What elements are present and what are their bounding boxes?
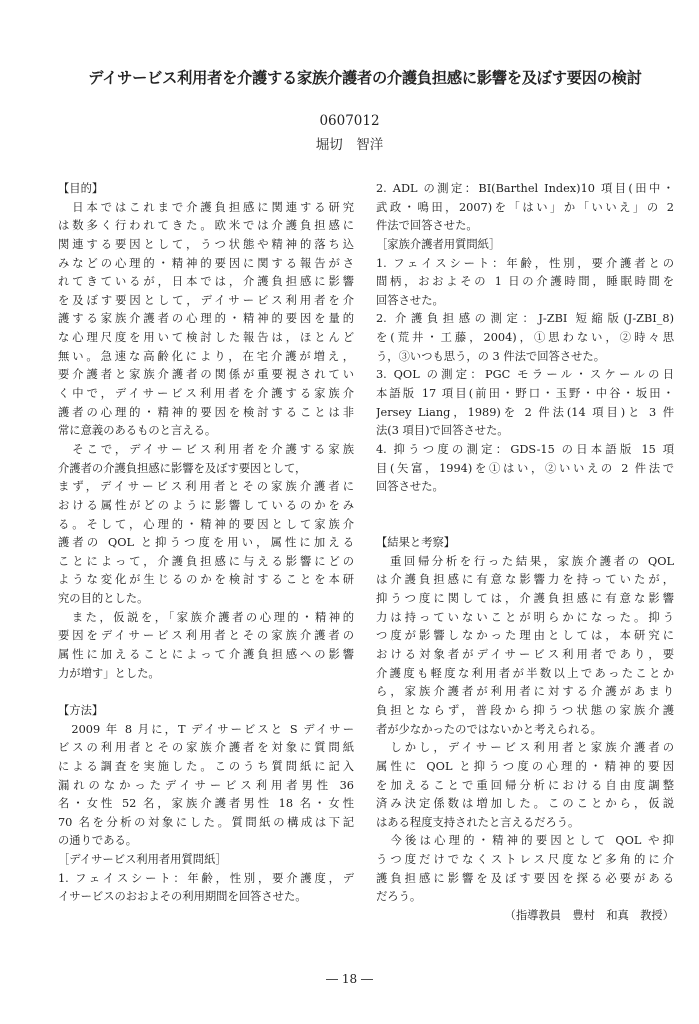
text-line: 済み決定係数は増加した。このことから，仮説 [376,797,674,811]
text-line: は数多く行われてきた。欧米では介護負担感に [58,219,354,233]
text-line: 本語版 17 項目(前田・野口・玉野・中谷・坂田・ [376,387,674,401]
text-line: 力は持っていないことが明らかになった。抑う [376,610,674,624]
text-line: そこで，デイサービス利用者を介護する家族 [58,442,354,456]
text-line: 関連する要因として，うつ状態や精神的落ち込 [58,237,354,251]
text-line: 件法で回答させた。 [376,219,478,233]
text-line [376,516,674,535]
text-line: 1. フェイスシート：年齢，性別，要介護度，デ [58,871,354,885]
text-line: まず，デイサービス利用者とその家族介護者に [58,480,354,494]
text-line: 介護者の介護負担感に影響を及ぼす要因として， [58,461,307,475]
text-line: 介護度も軽度な利用者が半数以上であったことか [376,666,674,680]
advisor-acknowledgment: （指導教員 豊村 和真 教授） [504,908,674,922]
text-line: ような変化が生じるのかを検討することを本研 [58,573,354,587]
text-line: 要介護者と家族介護者の関係が重要視されてい [58,368,354,382]
text-line: は介護負担感に有意な影響力を持っていたが， [376,573,674,587]
text-line: による調査を実施した。このうち質問紙に記入 [58,759,354,773]
text-line: の通りである。 [58,834,138,848]
text-line: 属性に QOL と抑うつ度の心理的・精神的要因 [376,759,674,773]
text-line: 負担とならず，普段から抑うつ状態の家族介護 [376,703,674,717]
text-line: 重回帰分析を行った結果，家族介護者の QOL [376,554,674,568]
text-line: 回答させた。 [376,480,444,494]
student-id: 0607012 [319,113,380,129]
text-line: イサービスのおおよその利用期間を回答させた。 [58,890,307,904]
text-line: 抑うつ度に関しては，介護負担感に有意な影響 [376,592,674,606]
text-line: ら，家族介護者が利用者に対する介護があまり [376,685,674,699]
text-line: 回答させた。 [376,293,444,307]
text-line: れてきているが，日本では，介護負担感に影響 [58,275,354,289]
text-line: を加えることで重回帰分析における自由度調整 [376,778,674,792]
author-name: 堀切 智洋 [315,137,384,153]
text-line: しかし，デイサービス利用者と家族介護者の [376,741,674,755]
text-line: 属性に加えることによって介護負担感への影響 [58,648,354,662]
text-line: ［デイサービス利用者用質問紙］ [58,853,227,867]
text-line: 間柄，おおよその 1 日の介護時間，睡眠時間を [376,275,674,289]
text-line: 2. ADL の測定：BI(Barthel Index)10 項目(田中・ [376,182,674,195]
text-line: 名・女性 52 名，家族介護者男性 18 名・女性 [58,797,354,811]
text-line [376,497,674,516]
text-line: な心理尺度を用いて検討した報告は，ほとんど [58,331,354,345]
text-line: 法(3 項目)で回答させた。 [376,424,509,438]
text-line: 日本ではこれまで介護負担感に関連する研究 [58,200,354,214]
text-line: Jersey Liang，1989)を 2 件法(14 項目)と 3 件 [376,405,674,419]
text-line: おける属性がどのように影響しているのかをみ [58,498,354,512]
page-number: ― 18 ― [326,972,373,986]
text-line [58,683,354,702]
text-line: 2. 介護負担感の測定：J-ZBI 短縮版(J-ZBI_8) [376,312,674,326]
text-line: 常に意義のあるものと言える。 [58,424,217,438]
text-line: つ度が影響しなかった理由としては，本研究に [376,629,674,643]
text-line: 護者の QOL と抑うつ度を用い，属性に加える [58,536,354,550]
right-column [376,180,674,926]
text-line: 護者の心理的・精神的要因を検討することは非 [58,405,354,419]
text-line: 者が少なかったのではないかと考えられる。 [376,722,602,736]
text-line: 究の目的とした。 [58,592,149,606]
text-line: うつ度だけでなくストレス尺度など多角的に介 [376,853,674,867]
text-line: はある程度支持されたと言えるだろう。 [376,815,580,829]
text-line: 今後は心理的・精神的要因として QOL や抑 [376,834,674,848]
text-line: 2009 年 8 月に，T デイサービスと S デイサー [58,722,354,736]
text-line: ことによって，介護負担感に与える影響にどの [58,554,354,568]
text-line: る。そして，心理的・精神的要因として家族介 [58,517,354,531]
text-line: ビスの利用者とその家族介護者を対象に質問紙 [58,741,354,755]
text-line: 護負担感に影響を及ぼす要因を探る必要がある [376,871,674,885]
text-line: おける対象者がデイサービス利用者であり，要 [376,648,674,662]
text-line: 3. QOL の測定：PGC モラール・スケールの日 [376,368,674,382]
text-line: みなどの心理的・精神的要因に関する報告がさ [58,256,354,270]
text-line: を(荒井・工藤，2004)，①思わない，②時々思 [376,331,674,345]
text-line: 1. フェイスシート：年齢，性別，要介護者との [376,256,674,270]
text-line: 武政・鳴田，2007)を「はい」か「いいえ」の 2 [376,200,674,214]
text-line: 護する家族介護者の心理的・精神的要因を量的 [58,312,354,326]
text-line: 4. 抑うつ度の測定：GDS-15 の日本語版 15 項 [376,442,674,456]
text-line: 要因をデイサービス利用者とその家族介護者の [58,629,354,643]
text-line: 力が増す」とした。 [58,666,160,680]
text-line: 無い。急速な高齢化により，在宅介護が増え， [58,349,354,363]
text-line: 70 名を分析の対象にした。質問紙の構成は下記 [58,815,354,829]
text-line: く中で，デイサービス利用者を介護する家族介 [58,387,354,401]
text-line: 【目的】 [58,182,104,195]
text-line: 【結果と考察】 [376,536,456,550]
text-line: 目(矢富，1994)を①はい，②いいえの 2 件法で [376,461,674,475]
text-line: 【方法】 [58,703,104,717]
text-line: ［家族介護者用質問紙］ [376,237,501,251]
text-line: 漏れのなかったデイサービス利用者男性 36 [58,778,354,792]
text-line: う，③いつも思う，の 3 件法で回答させた。 [376,349,606,363]
text-line: を及ぼす要因として，デイサービス利用者を介 [58,293,354,307]
text-line: だろう。 [376,890,422,904]
paper-title: デイサービス利用者を介護する家族介護者の介護負担感に影響を及ぼす要因の検討 [88,69,642,87]
left-column [58,180,354,907]
text-line: また，仮説を，「家族介護者の心理的・精神的 [58,610,354,624]
